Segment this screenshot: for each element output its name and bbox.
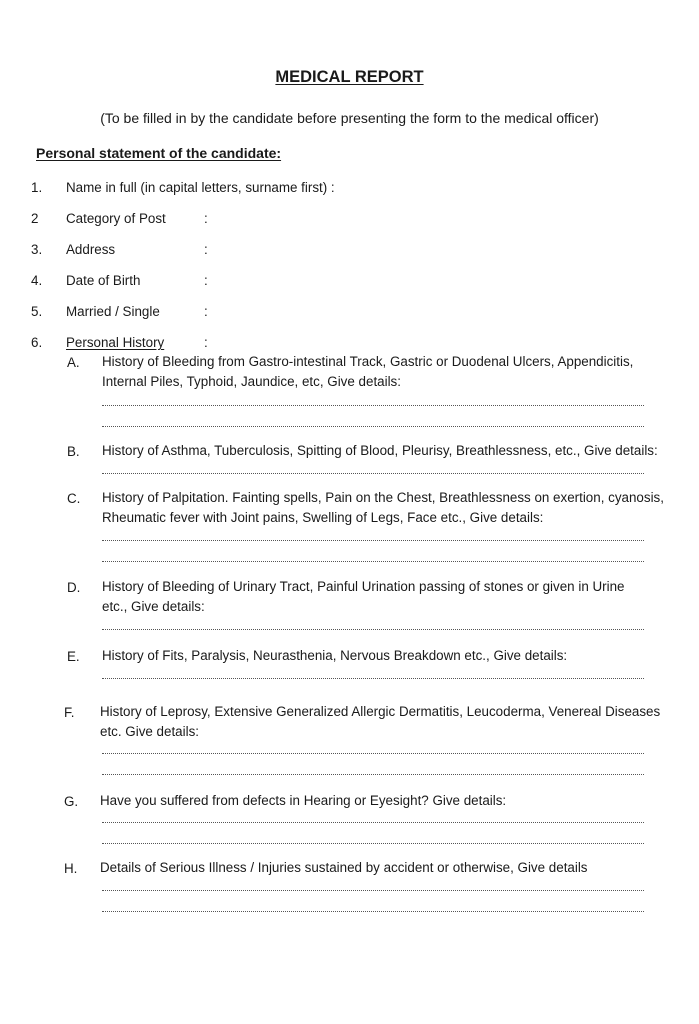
answer-line[interactable] [102,561,644,562]
history-letter: B. [67,444,80,459]
history-letter: F. [64,705,75,720]
field-number: 5. [31,304,43,319]
history-letter: E. [67,649,80,664]
answer-line[interactable] [102,911,644,912]
field-colon: : [204,273,208,288]
answer-line[interactable] [102,678,644,679]
field-number: 3. [31,242,43,257]
history-text-line: etc., Give details: [102,599,205,614]
history-letter: H. [64,861,78,876]
field-label: Personal History [66,335,165,350]
answer-line[interactable] [102,843,644,844]
field-number: 4. [31,273,43,288]
field-label: Address [66,242,116,257]
field-label: Category of Post [66,211,166,226]
history-letter: C. [67,491,81,506]
answer-line[interactable] [102,753,644,754]
page-subtitle: (To be filled in by the candidate before presenting the form to the medical officer) [100,110,599,126]
history-letter: D. [67,580,81,595]
history-text-line: etc. Give details: [100,724,199,739]
field-label: Name in full (in capital letters, surname first) : [66,180,335,195]
field-number: 6. [31,335,43,350]
answer-line[interactable] [102,405,644,406]
field-number: 2 [31,211,39,226]
history-text-line: Internal Piles, Typhoid, Jaundice, etc, Give details: [102,374,401,389]
history-text-line: History of Bleeding of Urinary Tract, Painful Urination passing of stones or given in Urine [102,579,625,594]
answer-line[interactable] [102,822,644,823]
field-colon: : [204,211,208,226]
field-colon: : [204,304,208,319]
history-text-line: Rheumatic fever with Joint pains, Swelling of Legs, Face etc., Give details: [102,510,544,525]
answer-line[interactable] [102,890,644,891]
history-text-line: History of Asthma, Tuberculosis, Spitting of Blood, Pleurisy, Breathlessness, etc., Give details: [102,443,658,458]
field-label: Married / Single [66,304,160,319]
history-text-line: History of Bleeding from Gastro-intestinal Track, Gastric or Duodenal Ulcers, Appendicitis, [102,354,634,369]
history-letter: G. [64,794,79,809]
field-colon: : [204,335,208,350]
field-number: 1. [31,180,43,195]
field-label: Date of Birth [66,273,141,288]
page-title [0,68,699,87]
answer-line[interactable] [102,426,644,427]
answer-line[interactable] [102,629,644,630]
title-text: MEDICAL REPORT [275,68,424,86]
history-text-line: Have you suffered from defects in Hearing or Eyesight? Give details: [100,793,507,808]
history-text-line: History of Fits, Paralysis, Neurasthenia, Nervous Breakdown etc., Give details: [102,648,568,663]
section-heading: Personal statement of the candidate: [36,145,282,161]
answer-line[interactable] [102,473,644,474]
history-text-line: History of Leprosy, Extensive Generalized Allergic Dermatitis, Leucoderma, Venereal Diseases [100,704,661,719]
field-colon: : [204,242,208,257]
history-text-line: Details of Serious Illness / Injuries sustained by accident or otherwise, Give details [100,860,588,875]
answer-line[interactable] [102,774,644,775]
history-letter: A. [67,355,80,370]
answer-line[interactable] [102,540,644,541]
history-text-line: History of Palpitation. Fainting spells, Pain on the Chest, Breathlessness on exertion, cyanosis, [102,490,664,505]
